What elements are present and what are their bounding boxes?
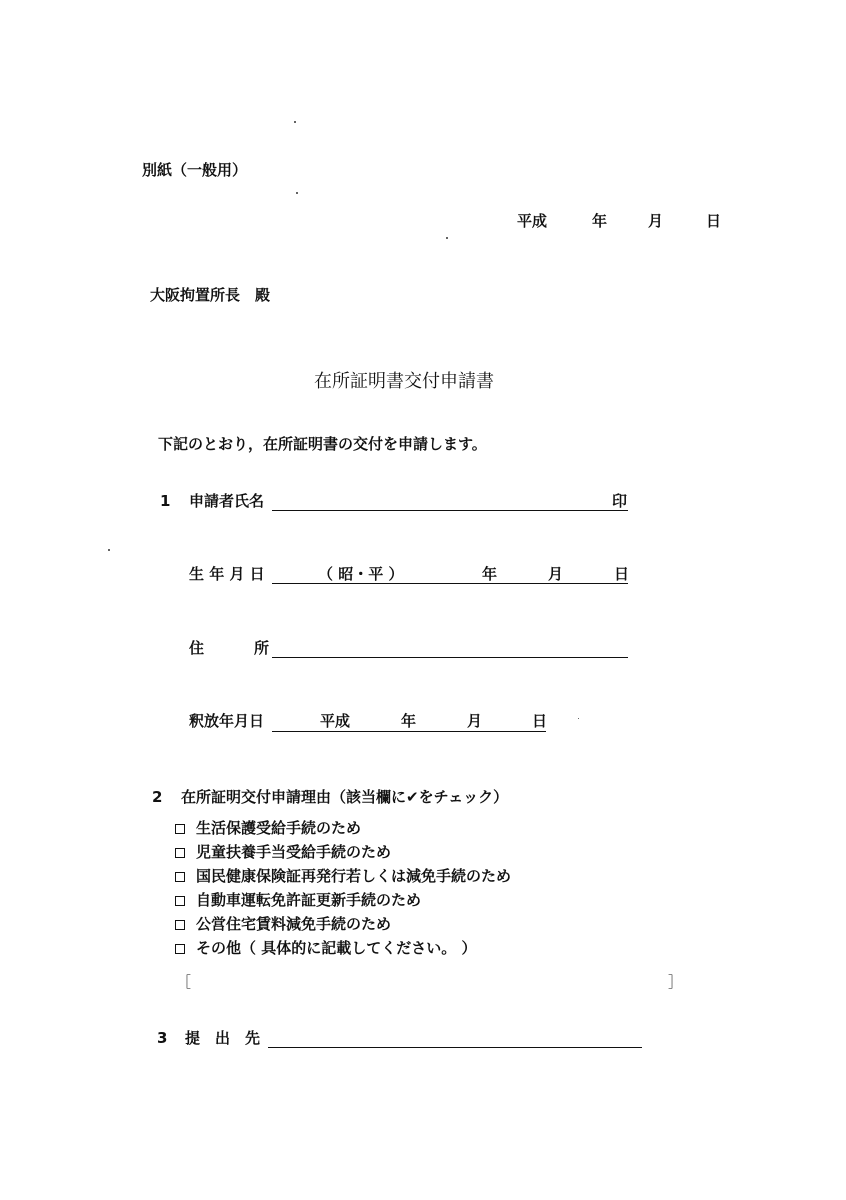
reason-checkbox[interactable] — [175, 872, 185, 882]
addressee: 大阪拘置所長 殿 — [150, 286, 271, 304]
release-year-label: 年 — [401, 712, 417, 730]
release-date-line[interactable] — [272, 731, 546, 732]
date-year-label: 年 — [592, 212, 608, 230]
reason-option: 児童扶養手当受給手続のため — [196, 843, 392, 861]
birth-month-label: 月 — [548, 565, 564, 583]
scan-speck — [294, 121, 296, 123]
release-date-label: 釈放年月日 — [189, 712, 265, 730]
birth-date-line[interactable] — [272, 583, 628, 584]
address-line[interactable] — [272, 657, 628, 658]
reason-option: その他（ 具体的に記載してください。 ） — [196, 939, 477, 957]
section1-number: 1 — [160, 492, 171, 510]
date-month-label: 月 — [648, 212, 664, 230]
release-month-label: 月 — [467, 712, 483, 730]
address-label-second: 所 — [254, 639, 270, 657]
section2-number: 2 — [152, 788, 163, 806]
scan-speck — [108, 549, 110, 551]
submission-destination-label: 提 出 先 — [185, 1029, 261, 1047]
date-era: 平成 — [517, 212, 548, 230]
birth-day-label: 日 — [614, 565, 630, 583]
reason-checkbox[interactable] — [175, 944, 185, 954]
reason-checkbox[interactable] — [175, 896, 185, 906]
scan-speck — [578, 718, 579, 719]
applicant-name-label: 申請者氏名 — [189, 492, 265, 510]
submission-destination-line[interactable] — [268, 1047, 642, 1048]
reason-checkbox[interactable] — [175, 824, 185, 834]
reason-checkbox[interactable] — [175, 920, 185, 930]
reason-checkbox[interactable] — [175, 848, 185, 858]
reason-option: 生活保護受給手続のため — [196, 819, 362, 837]
section3-number: 3 — [157, 1029, 168, 1047]
document-title: 在所証明書交付申請書 — [314, 371, 494, 392]
attachment-label: 別紙（一般用） — [142, 161, 248, 179]
birth-year-label: 年 — [482, 565, 498, 583]
applicant-name-line[interactable] — [272, 510, 628, 511]
other-reason-field[interactable] — [196, 972, 666, 994]
reason-option: 公営住宅賃料減免手続のため — [196, 915, 392, 933]
date-day-label: 日 — [706, 212, 722, 230]
other-bracket-open: ［ — [176, 973, 192, 991]
scan-speck — [296, 192, 298, 194]
birth-era: （ 昭・平 ） — [318, 565, 404, 583]
intro-text: 下記のとおり，在所証明書の交付を申請します。 — [158, 435, 487, 453]
reason-option: 国民健康保険証再発行若しくは減免手続のため — [196, 867, 512, 885]
seal-label: 印 — [612, 492, 628, 510]
reason-option: 自動車運転免許証更新手続のため — [196, 891, 422, 909]
birth-date-label: 生 年 月 日 — [189, 565, 265, 583]
other-bracket-close: ］ — [668, 973, 684, 991]
address-label-first: 住 — [189, 639, 205, 657]
release-day-label: 日 — [532, 712, 548, 730]
scan-speck — [446, 237, 448, 239]
release-era: 平成 — [320, 712, 351, 730]
reason-heading: 在所証明交付申請理由（該当欄に✔をチェック） — [181, 788, 509, 806]
